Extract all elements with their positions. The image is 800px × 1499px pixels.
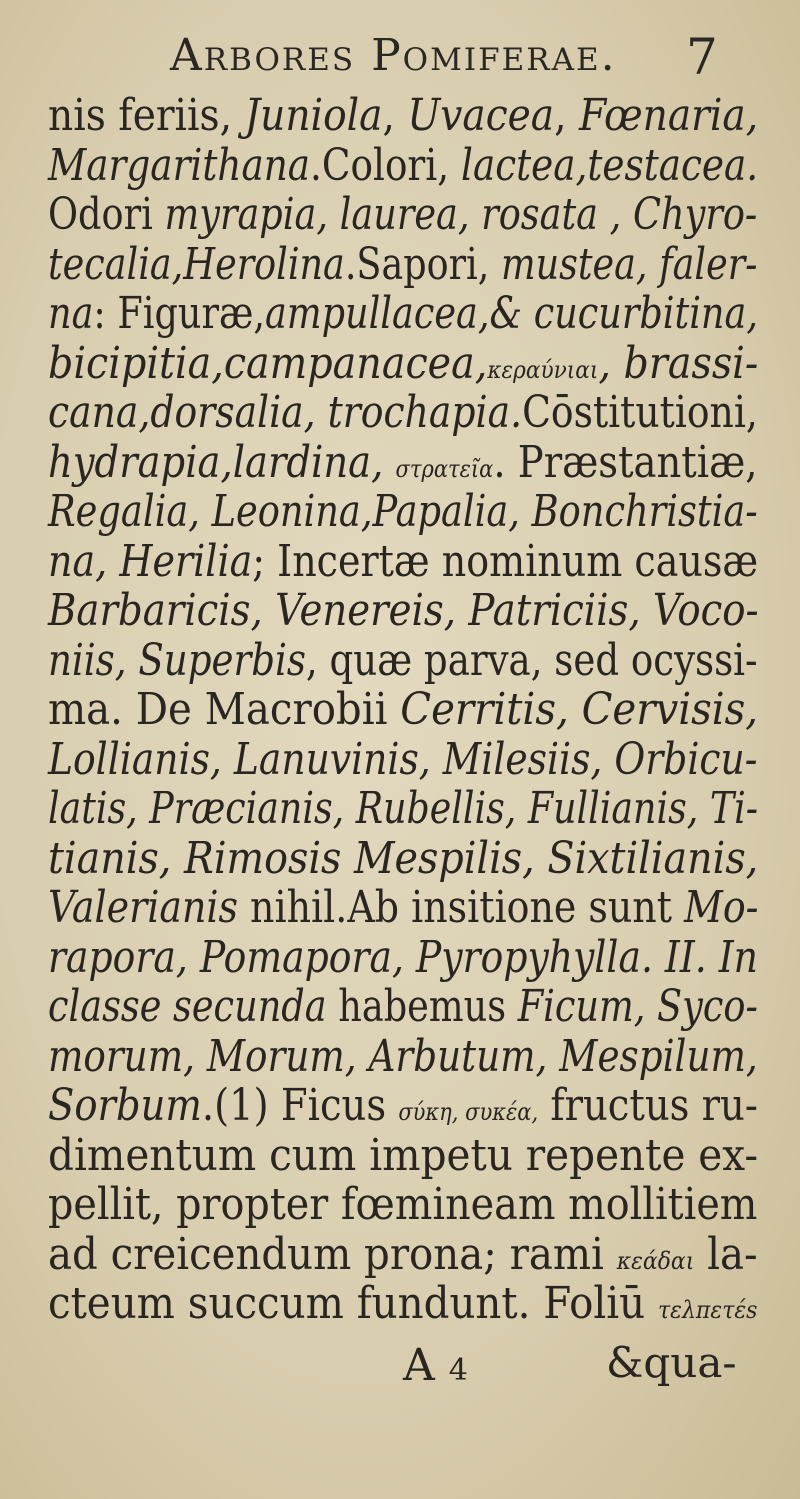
italic-text: Lollianis, Lanuvinis, Milesiis, Orbicu- — [48, 733, 758, 785]
text-line — [48, 684, 758, 736]
text-line — [48, 536, 758, 588]
text-line — [48, 288, 758, 340]
italic-text: Valerianis — [48, 882, 239, 933]
italic-text: na, Herilia — [48, 535, 253, 587]
italic-text: , brassi- — [598, 337, 759, 389]
italic-text: myrapia, laurea, rosata , Chyro- — [164, 189, 758, 240]
italic-text: niis, Superbis — [48, 634, 306, 686]
greek-text: στρατεῖα — [395, 454, 494, 483]
text-line — [48, 1179, 757, 1231]
text-line — [48, 486, 758, 538]
roman-text: ad creicendum prona; rami — [48, 1228, 617, 1280]
text-line — [48, 1130, 758, 1182]
text-line — [48, 882, 758, 934]
text-line — [48, 338, 758, 390]
italic-text: Ficum, Syco- — [517, 981, 758, 1032]
roman-text: la- — [694, 1228, 758, 1280]
roman-text: ma. De Macrobii — [48, 684, 401, 735]
text-line — [48, 1229, 758, 1281]
italic-text: Sorbum — [48, 1080, 202, 1131]
text-line — [48, 932, 758, 984]
text-line — [48, 90, 758, 142]
signature-mark — [403, 1340, 468, 1391]
greek-text: κεάδαι — [616, 1246, 695, 1275]
italic-text: latis, Præcianis, Rubellis, Fullianis, Ti- — [48, 783, 758, 834]
roman-text: .(1) Ficus — [201, 1080, 399, 1131]
italic-text: lactea,testacea. — [460, 139, 759, 191]
italic-text: ampullacea,& cucurbitina, — [265, 288, 758, 339]
italic-text: morum, Morum, Arbutum, Mespilum, — [48, 1030, 758, 1082]
text-line — [48, 783, 758, 835]
roman-text: pellit, propter fœmineam mollitiem — [48, 1179, 758, 1230]
roman-text: : Figuræ, — [93, 288, 266, 339]
roman-text: habemus — [326, 981, 518, 1032]
roman-text: , — [382, 90, 408, 141]
greek-text: κεραύνιαι — [487, 355, 599, 384]
italic-text: Cerritis, Cervisis, — [400, 684, 759, 735]
italic-text: tecalia,Herolina — [48, 238, 345, 290]
running-title: Arbores Pomiferae. — [170, 30, 617, 81]
roman-text: .Colori, — [310, 139, 461, 191]
text-line — [48, 239, 758, 291]
text-line — [48, 981, 758, 1033]
text-line — [48, 1080, 758, 1132]
roman-text: Odori — [48, 189, 165, 240]
italic-text: classe secunda — [48, 981, 327, 1032]
italic-text: rapora, Pomapora, Pyropyhylla. II. In — [48, 931, 758, 983]
italic-text: bicipitia,campanacea, — [48, 337, 488, 389]
greek-text: σύκη, συκέα, — [398, 1098, 539, 1126]
text-line — [48, 189, 757, 241]
roman-text: fructus ru- — [538, 1080, 758, 1131]
roman-text: Cōstitutioni, — [522, 387, 758, 438]
italic-text: Mo- — [683, 882, 759, 933]
text-line — [48, 140, 758, 192]
italic-text: hydrapia,lardina, — [48, 436, 396, 488]
italic-text: cana,dorsalia, trochapia. — [48, 387, 523, 438]
roman-text: nis feriis, — [48, 90, 245, 141]
text-line — [48, 734, 758, 786]
text-line — [48, 437, 758, 489]
roman-text: , quæ parva, sed ocyssi- — [305, 634, 758, 686]
text-line — [48, 1278, 757, 1330]
catchword: &qua- — [606, 1338, 737, 1387]
text-line — [48, 585, 759, 637]
roman-text: dimentum cum impetu repente ex- — [48, 1129, 759, 1181]
roman-text: ctеum succum fundunt. Foliū — [48, 1278, 658, 1329]
text-line — [48, 833, 758, 885]
text-line — [48, 1031, 758, 1083]
italic-text: Uvacea — [407, 90, 555, 141]
italic-text: Juniola — [244, 90, 383, 141]
italic-text: tianis, Rimosis Mespilis, Sixtilianis, — [48, 832, 759, 884]
italic-text: mustea, faler- — [500, 238, 758, 290]
italic-text: na — [48, 288, 94, 339]
roman-text: , — [554, 90, 579, 141]
roman-text: nihil.Ab insitione sunt — [238, 882, 684, 933]
text-line — [48, 387, 758, 439]
italic-text: Regalia, Leonina,Papalia, Bonchristia- — [48, 486, 758, 537]
italic-text: Barbaricis, Venereis, Patriciis, Voco- — [48, 585, 759, 636]
signature-number: 4 — [448, 1353, 468, 1388]
text-line — [48, 635, 758, 687]
signature-letter: A — [403, 1340, 435, 1391]
italic-text: Fœnaria, — [578, 90, 759, 141]
greek-text: τελπετέs — [657, 1296, 758, 1324]
italic-text: Margarithana — [48, 139, 311, 191]
page-number: 7 — [686, 28, 718, 86]
roman-text: . Præstantiæ, — [493, 436, 758, 488]
roman-text: .Sapori, — [344, 238, 501, 290]
roman-text: ; Incertæ nominum causæ — [252, 535, 759, 587]
